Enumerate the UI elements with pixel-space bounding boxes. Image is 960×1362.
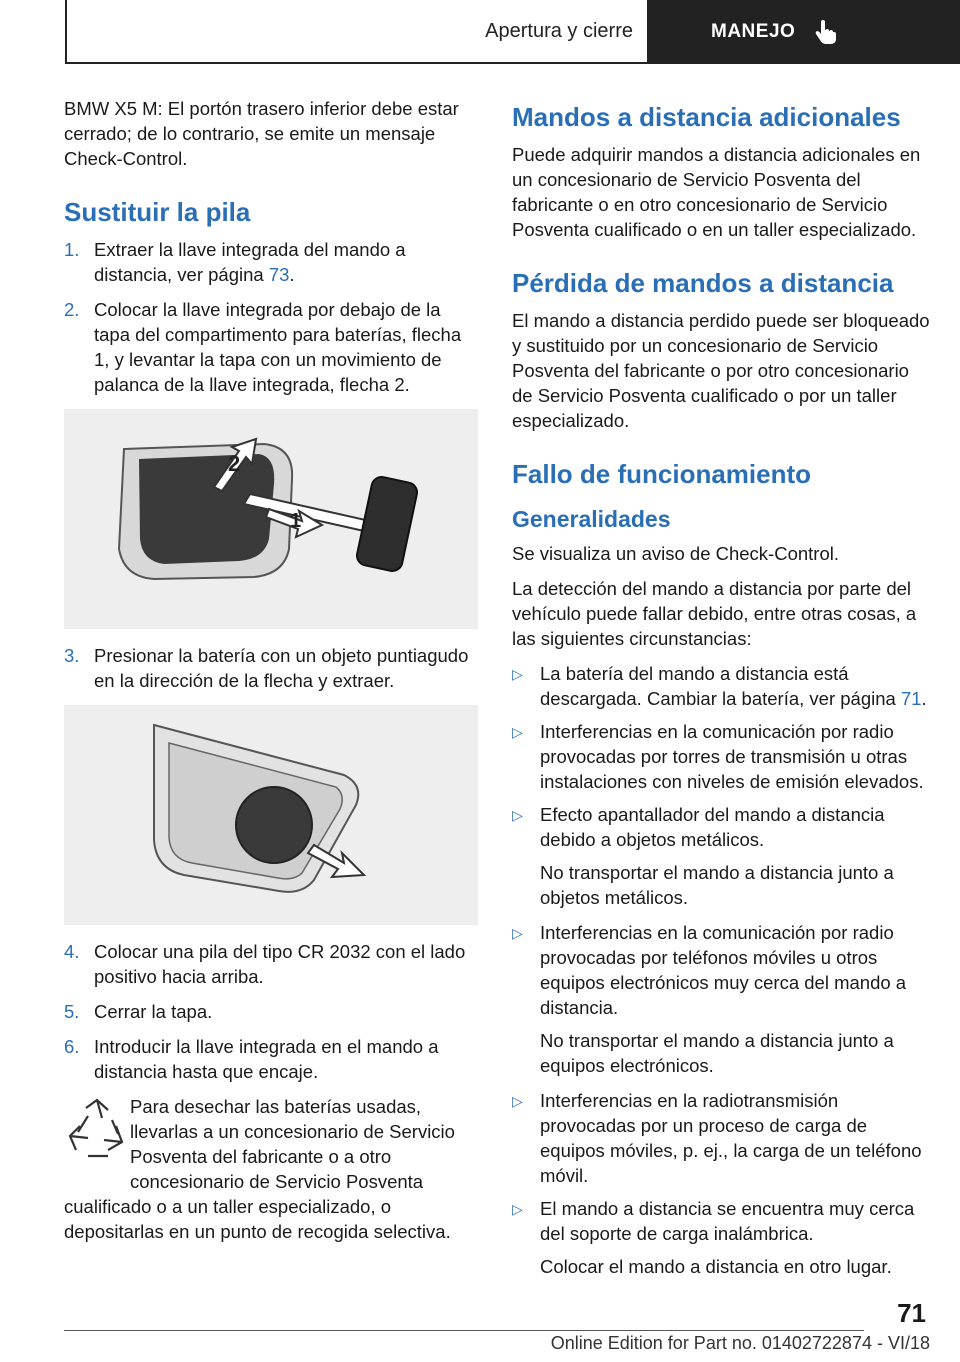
page-link[interactable]: 71 [900, 688, 922, 709]
heading-malfunction: Fallo de funcionamiento [512, 459, 812, 489]
footer-edition: Online Edition for Part no. 01402722874 - VI/18 [550, 1333, 930, 1353]
hand-pointer-icon [815, 19, 837, 45]
heading-replace-battery: Sustituir la pila [64, 197, 251, 227]
heading-lost-remotes: Pérdida de mandos a distancia [512, 268, 894, 298]
step-item [64, 999, 478, 1024]
step-item [64, 939, 478, 989]
list-item-note: Colocar el mando a distancia en otro lugar. [540, 1256, 892, 1277]
step-item [64, 1034, 478, 1084]
paragraph-additional-remotes: Puede adquirir mandos a distancia adicionales en un concesionario de Servicio Posventa del fabricante o en otro concesionario de Servicio Posventa cualificado o en un taller especializado. [512, 144, 921, 240]
heading-additional-remotes: Mandos a distancia adicionales [512, 102, 901, 132]
list-item-note: No transportar el mando a distancia junto a objetos metálicos. [540, 862, 894, 908]
list-item-body: Interferencias en la comunicación por radio provocadas por torres de transmisión u otras instalaciones con niveles de emisión elevados. [540, 721, 924, 792]
step-text [94, 237, 478, 287]
figure-key-lid [64, 409, 478, 629]
list-item [512, 661, 930, 711]
step-text-end: . [289, 264, 295, 285]
figure-arrow-label-2: 2 [228, 451, 241, 476]
page-header [65, 0, 960, 64]
step-item [64, 643, 478, 693]
recycle-icon [64, 1096, 130, 1170]
step-text-body: Cerrar la tapa. [94, 1001, 213, 1022]
triangle-bullet-icon: ▷ [512, 1201, 523, 1217]
step-item [64, 297, 478, 397]
triangle-bullet-icon: ▷ [512, 666, 523, 682]
heading-general: Generalidades [512, 506, 671, 532]
step-text-body: Presionar la batería con un objeto puntiagudo en la dirección de la flecha y extraer. [94, 645, 469, 691]
steps-list-c [64, 939, 478, 1084]
triangle-bullet-icon: ▷ [512, 807, 523, 823]
step-text [94, 1034, 478, 1084]
list-item-text [540, 920, 930, 1020]
recycle-note [64, 1094, 478, 1244]
list-item-body: Interferencias en la comunicación por radio provocadas por teléfonos móviles u otros equipos electrónicos muy cerca del mando a distancia. [540, 922, 907, 1018]
page-number: 71 [897, 1298, 926, 1328]
triangle-bullet-icon: ▷ [512, 925, 523, 941]
list-item-note: No transportar el mando a distancia junto a equipos electrónicos. [540, 1030, 894, 1076]
step-number: 3. [64, 645, 80, 666]
step-text-body: Colocar la llave integrada por debajo de la tapa del compartimento para baterías, flecha 1, y levantar la tapa con un movimiento de palanca de la llave integrada, flecha 2. [94, 299, 462, 395]
step-text-body: Extraer la llave integrada del mando a distancia, ver página [94, 239, 406, 285]
chapter-title: MANEJO [711, 21, 796, 42]
intro-paragraph: BMW X5 M: El portón trasero inferior debe estar cerrado; de lo contrario, se emite un mensaje Check-Control. [64, 98, 459, 169]
step-text [94, 999, 478, 1024]
step-number: 5. [64, 1001, 80, 1022]
step-number: 1. [64, 239, 80, 260]
list-item-text [540, 1196, 930, 1246]
step-text-body: Colocar una pila del tipo CR 2032 con el lado positivo hacia arriba. [94, 941, 466, 987]
list-item-text [540, 802, 930, 852]
triangle-bullet-icon: ▷ [512, 724, 523, 740]
list-item [512, 802, 930, 852]
list-item-end: . [921, 688, 927, 709]
list-item [512, 719, 930, 794]
step-text [94, 643, 478, 693]
step-number: 2. [64, 299, 80, 320]
list-item-text [540, 661, 930, 711]
figure-battery-removal [64, 705, 478, 925]
list-item-text [540, 1088, 930, 1188]
list-item-body: La batería del mando a distancia está descargada. Cambiar la batería, ver página [540, 663, 901, 709]
list-item-text [540, 719, 930, 794]
list-item-body: Efecto apantallador del mando a distancia debido a objetos metálicos. [540, 804, 885, 850]
paragraph-general-1: Se visualiza un aviso de Check-Control. [512, 543, 839, 564]
list-item [512, 920, 930, 1020]
step-number: 6. [64, 1036, 80, 1057]
list-item-body: El mando a distancia se encuentra muy cerca del soporte de carga inalámbrica. [540, 1198, 915, 1244]
chapter-tab[interactable] [649, 0, 960, 64]
paragraph-general-2: La detección del mando a distancia por parte del vehículo puede fallar debido, entre otras cosas, a las siguientes circunstancias: [512, 578, 917, 649]
list-item [512, 1196, 930, 1246]
step-text [94, 939, 478, 989]
recycle-note-text: Para desechar las baterías usadas, llevarlas a un concesionario de Servicio Posventa del fabricante o a otro concesionario de Servicio Posventa cualificado o a un taller especializado, o depositarlas en un punto de recogida selectiva. [64, 1096, 455, 1242]
section-title [65, 0, 649, 64]
circumstances-list [512, 661, 930, 1279]
step-item [64, 237, 478, 287]
triangle-bullet-icon: ▷ [512, 1093, 523, 1109]
steps-list-a [64, 237, 478, 397]
figure-arrow-label-1: 1 [290, 510, 302, 532]
step-number: 4. [64, 941, 80, 962]
paragraph-lost-remotes: El mando a distancia perdido puede ser bloqueado y sustituido por un concesionario de Servicio Posventa del fabricante o por otro concesionario de Servicio Posventa cualificado o por un taller especializado. [512, 310, 930, 431]
step-text [94, 297, 478, 397]
left-column [64, 96, 478, 1244]
list-item-body: Interferencias en la radiotransmisión provocadas por un proceso de carga de equipos móviles, p. ej., la carga de un teléfono móvil. [540, 1090, 922, 1186]
page-link[interactable]: 73 [268, 264, 290, 285]
step-text-body: Introducir la llave integrada en el mando a distancia hasta que encaje. [94, 1036, 439, 1082]
steps-list-b [64, 643, 478, 693]
right-column [512, 96, 930, 1289]
list-item [512, 1088, 930, 1188]
section-title-text: Apertura y cierre [485, 19, 633, 42]
footer-divider [64, 1330, 864, 1331]
